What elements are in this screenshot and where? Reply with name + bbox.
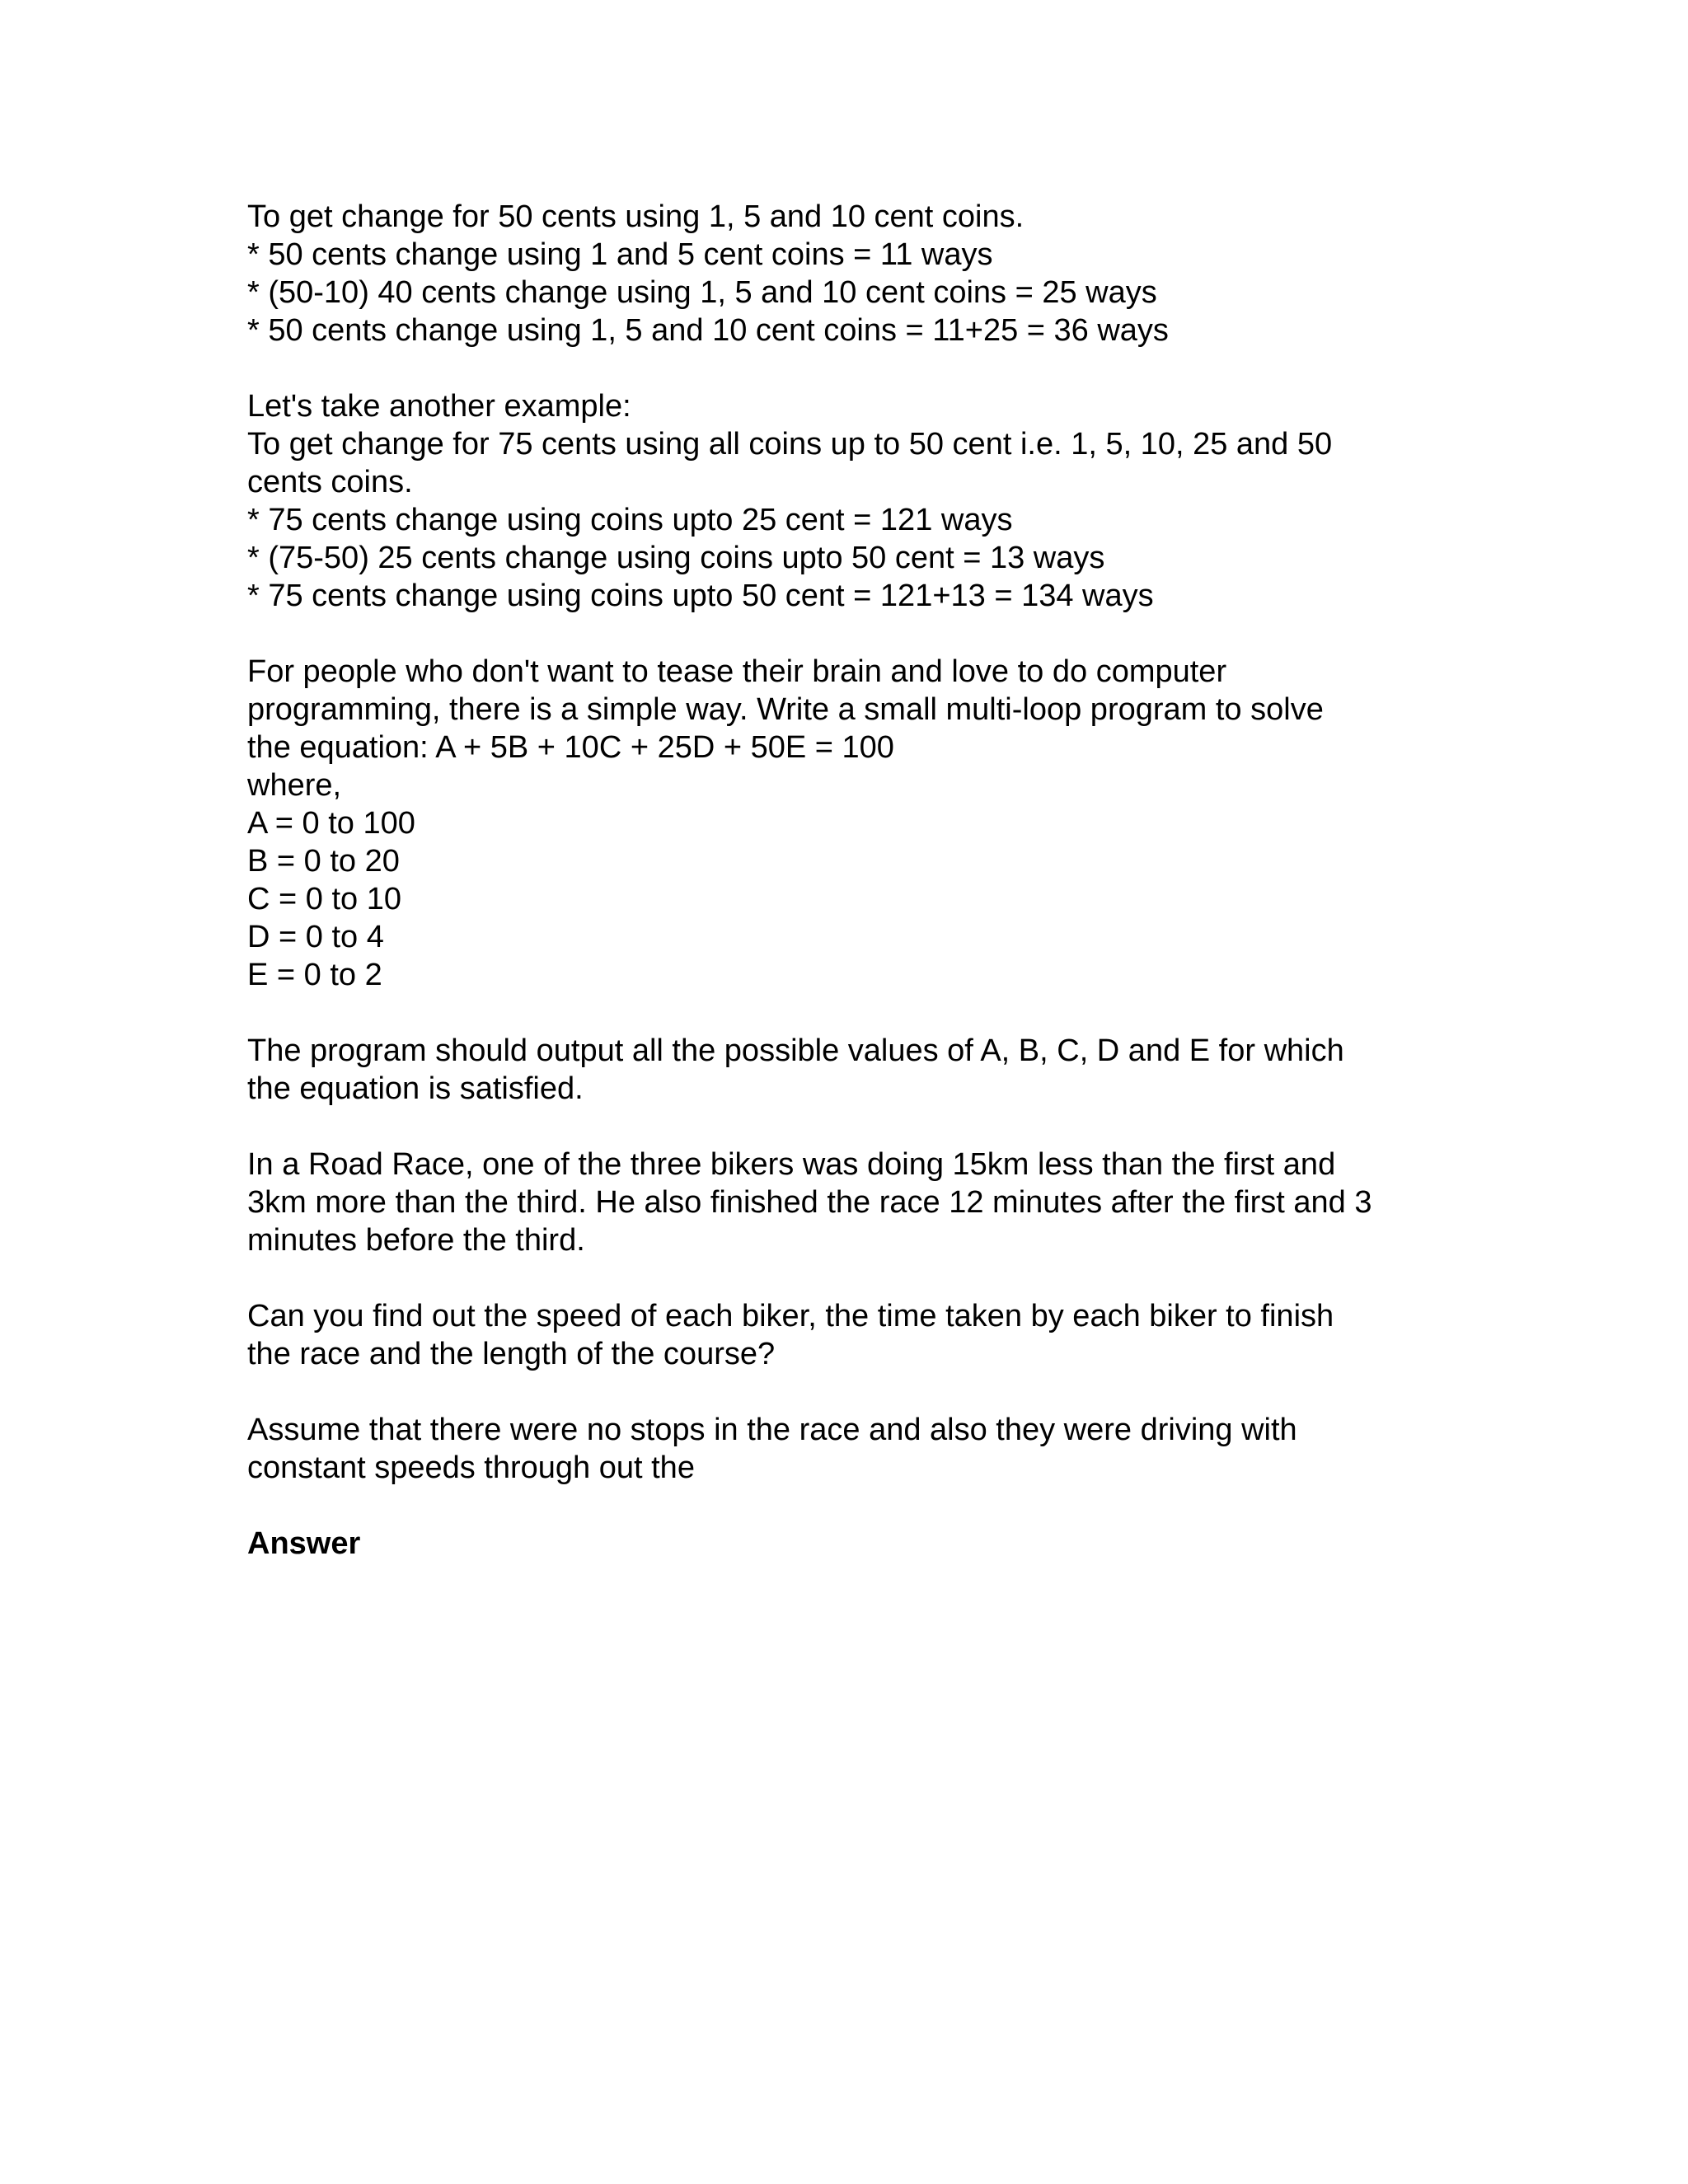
text-line: E = 0 to 2 [247,958,382,992]
paragraph-gap [247,1373,1467,1411]
text-line: 3km more than the third. He also finished the race 12 minutes after the first and 3 [247,1185,1372,1220]
text-line: * 75 cents change using coins upto 25 cent = 121 ways [247,503,1013,537]
text-line: * 50 cents change using 1 and 5 cent coins = 11 ways [247,237,993,272]
text-line: The program should output all the possible values of A, B, C, D and E for which [247,1033,1344,1068]
text-line: the equation: A + 5B + 10C + 25D + 50E = 100 [247,730,894,765]
text-line: the race and the length of the course? [247,1337,776,1371]
text-line: Can you find out the speed of each biker, the time taken by each biker to finish [247,1299,1334,1333]
text-line: * 75 cents change using coins upto 50 cent = 121+13 = 134 ways [247,579,1154,613]
paragraph-gap [247,615,1467,653]
text-line: * (75-50) 25 cents change using coins upto 50 cent = 13 ways [247,541,1105,575]
paragraph-assume [247,1411,1467,1487]
paragraph-output [247,1032,1467,1108]
text-line: minutes before the third. [247,1223,585,1258]
text-line: To get change for 75 cents using all coins up to 50 cent i.e. 1, 5, 10, 25 and 50 [247,427,1333,462]
paragraph-question [247,1297,1467,1373]
paragraph-gap [247,349,1467,387]
text-line: cents coins. [247,465,413,499]
paragraph-coins-50 [247,198,1467,349]
text-line: * 50 cents change using 1, 5 and 10 cent coins = 11+25 = 36 ways [247,313,1169,348]
text-line: programming, there is a simple way. Write a small multi-loop program to solve [247,692,1324,727]
paragraph-gap [247,1259,1467,1297]
text-line: A = 0 to 100 [247,806,415,841]
paragraph-program [247,653,1467,994]
text-line: constant speeds through out the [247,1451,695,1485]
answer-heading: Answer [247,1526,361,1561]
paragraph-gap [247,994,1467,1032]
text-line: D = 0 to 4 [247,920,384,954]
text-line: To get change for 50 cents using 1, 5 and 10 cent coins. [247,199,1025,234]
text-line: In a Road Race, one of the three bikers was doing 15km less than the first and [247,1147,1336,1182]
text-line: Assume that there were no stops in the race and also they were driving with [247,1413,1297,1447]
document-body [247,198,1467,1563]
text-line: C = 0 to 10 [247,882,401,916]
text-line: the equation is satisfied. [247,1071,584,1106]
text-line: * (50-10) 40 cents change using 1, 5 and 10 cent coins = 25 ways [247,275,1157,310]
paragraph-coins-75 [247,387,1467,615]
text-line: For people who don't want to tease their brain and love to do computer [247,654,1227,689]
text-line: B = 0 to 20 [247,844,400,879]
paragraph-gap [247,1487,1467,1525]
text-line: where, [247,768,342,803]
paragraph-race [247,1146,1467,1259]
paragraph-gap [247,1108,1467,1146]
text-line: Let's take another example: [247,389,631,424]
